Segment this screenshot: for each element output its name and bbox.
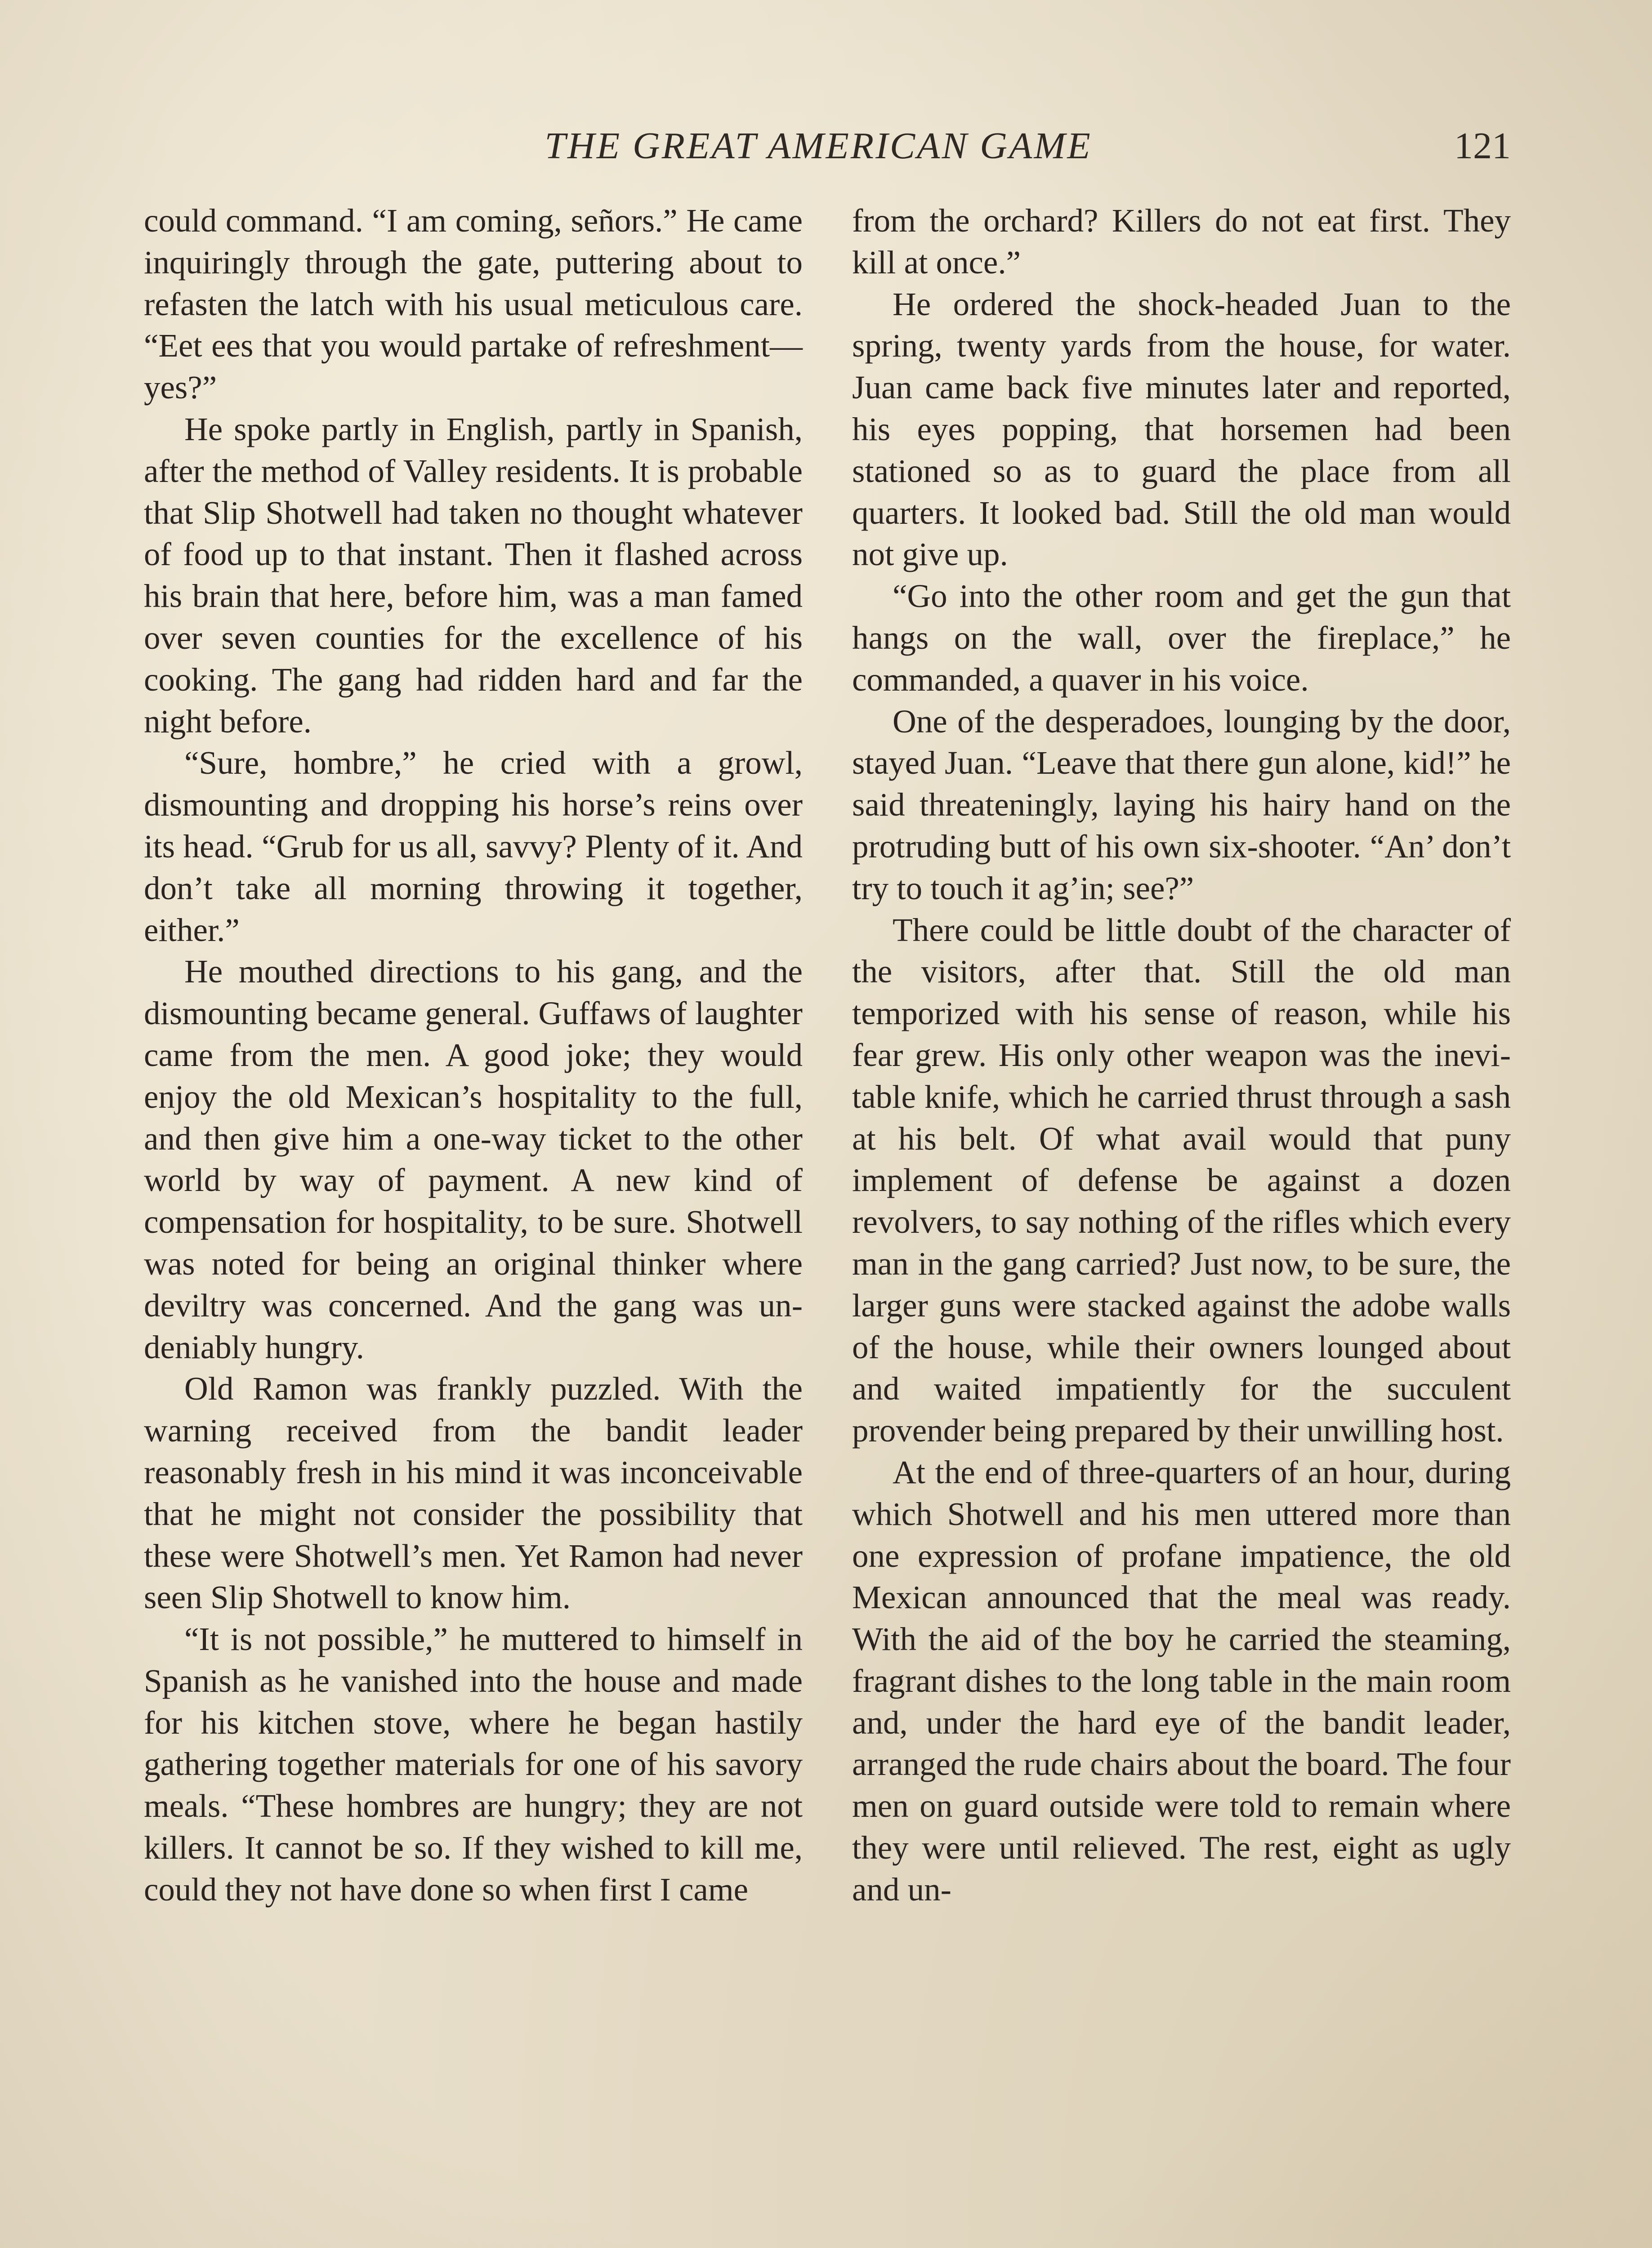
paragraph: from the orchard? Killers do not eat first. They kill at once.” bbox=[852, 202, 1511, 281]
paragraph: He mouthed directions to his gang, and the dismounting became general. Guffaws of laughter came from the men. A good joke; they would enjoy the old Mexican’s hospitality to the full, and then give him a one-way ticket to the other world by way of payment. A new kind of compensation for hospitality, to be sure. Shotwell was noted for being an original thinker where deviltry was concerned. And the gang was undeniably hungry. bbox=[144, 953, 803, 1365]
paragraph: He ordered the shock-headed Juan to the spring, twenty yards from the house, for water. Juan came back five minutes later and reported, his eyes popping, that horsemen had been stationed so as to guard the place from all quarters. It looked bad. Still the old man would not give up. bbox=[852, 285, 1511, 573]
paragraph: “It is not possible,” he muttered to himself in Spanish as he vanished into the house and made for his kitchen stove, where he began hastily gathering together materials for one of his savory meals. “These hombres are hungry; they are not killers. It cannot be so. If they wished to kill me, could they not have done so when first I came bbox=[144, 1621, 803, 1908]
paragraph: “Sure, hombre,” he cried with a growl, dismounting and dropping his horse’s reins over its head. “Grub for us all, savvy? Plenty of it. And don’t take all morning throwing it together, either.” bbox=[144, 745, 803, 948]
running-head bbox=[126, 121, 1511, 171]
running-title: THE GREAT AMERICAN GAME bbox=[545, 125, 1092, 167]
paragraph: could command. “I am coming, señors.” He came inquiringly through the gate, puttering about to refasten the latch with his usual meticulous care. “Eet ees that you would partake of refreshment—yes?” bbox=[144, 202, 803, 406]
right-column bbox=[852, 200, 1511, 2248]
paragraph: One of the desperadoes, lounging by the door, stayed Juan. “Leave that there gun alone, kid!” he said threateningly, laying his hairy hand on the protruding butt of his own six-shooter. “An’ don’t try to touch it ag’in; see?” bbox=[852, 703, 1511, 906]
paragraph: He spoke partly in English, partly in Spanish, after the method of Valley residents. It is probable that Slip Shotwell had taken no thought whatever of food up to that instant. Then it flashed across his brain that here, before him, was a man famed over seven counties for the excellence of his cooking. The gang had ridden hard and far the night before. bbox=[144, 410, 803, 740]
paragraph: There could be little doubt of the character of the visitors, after that. Still the old man temporized with his sense of reason, while his fear grew. His only other weapon was the inevitable knife, which he carried thrust through a sash at his belt. Of what avail would that puny implement of defense be against a dozen revolvers, to say nothing of the rifles which every man in the gang carried? Just now, to be sure, the larger guns were stacked against the adobe walls of the house, while their owners lounged about and waited impatiently for the succulent provender being prepared by their unwilling host. bbox=[852, 911, 1511, 1449]
paragraph: “Go into the other room and get the gun that hangs on the wall, over the fireplace,” he commanded, a quaver in his voice. bbox=[852, 578, 1511, 698]
text-columns bbox=[144, 200, 1511, 2248]
page-number: 121 bbox=[1454, 125, 1511, 167]
left-column bbox=[144, 200, 803, 2248]
paragraph: At the end of three-quarters of an hour, during which Shotwell and his men uttered more than one expression of profane impatience, the old Mexican announced that the meal was ready. With the aid of the boy he carried the steaming, fragrant dishes to the long table in the main room and, under the hard eye of the bandit leader, arranged the rude chairs about the board. The four men on guard outside were told to remain where they were until relieved. The rest, eight as ugly and un- bbox=[852, 1454, 1511, 1908]
paragraph: Old Ramon was frankly puzzled. With the warning received from the bandit leader reasonably fresh in his mind it was inconceivable that he might not consider the possibility that these were Shotwell’s men. Yet Ramon had never seen Slip Shotwell to know him. bbox=[144, 1370, 803, 1616]
